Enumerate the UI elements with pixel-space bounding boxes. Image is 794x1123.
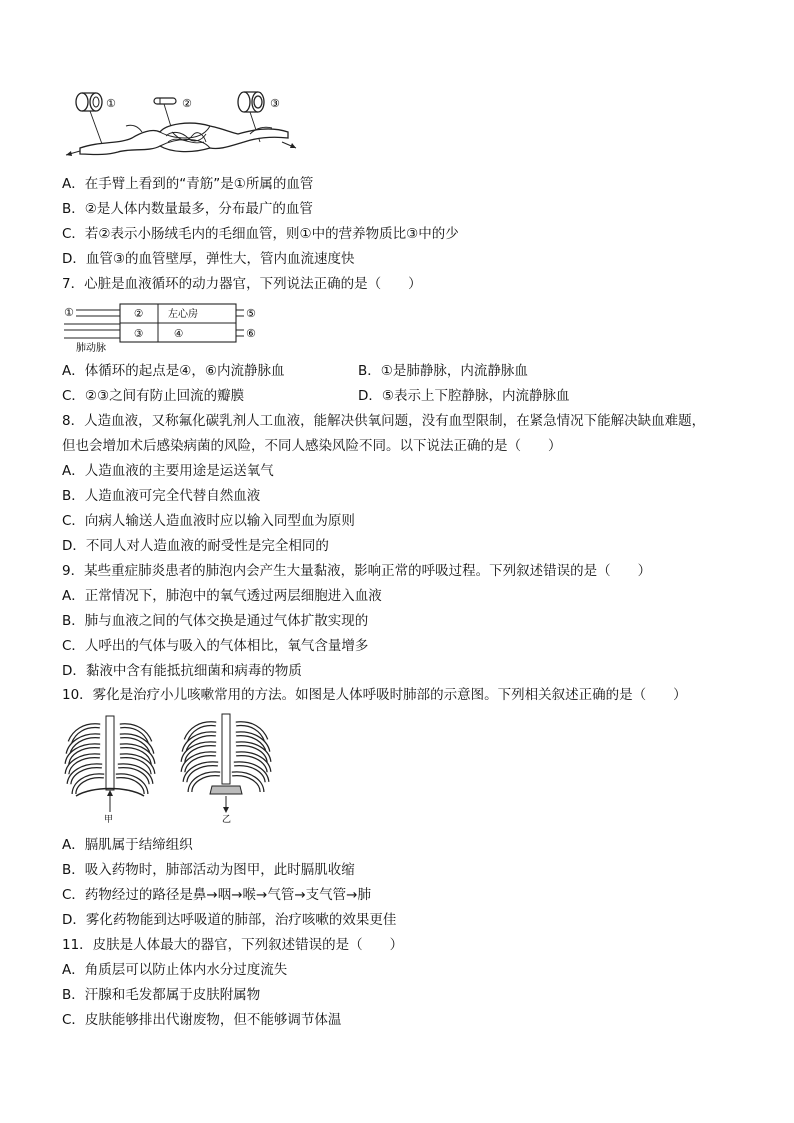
- q9-option-d: D．黏液中含有能抵抗细菌和病毒的物质: [62, 663, 302, 679]
- q6-option-a: A．在手臂上看到的“青筋”是①所属的血管: [62, 176, 314, 192]
- blood-vessel-figure: [60, 86, 305, 161]
- q9-option-c: C．人呼出的气体与吸入的气体相比，氧气含量增多: [62, 638, 369, 654]
- q7-option-b: B．①是肺静脉，内流静脉血: [358, 363, 528, 379]
- q10-option-a: A．膈肌属于结缔组织: [62, 837, 193, 853]
- q9-option-a: A．正常情况下，肺泡中的氧气透过两层细胞进入血液: [62, 588, 382, 604]
- heart-label-4: ④: [174, 328, 184, 340]
- q6-option-c: C．若②表示小肠绒毛内的毛细血管，则①中的营养物质比③中的少: [62, 226, 459, 242]
- vessel-1-cross-section: [76, 93, 102, 111]
- q6-option-d: D．血管③的血管壁厚，弹性大，管内血流速度快: [62, 251, 355, 267]
- q6-option-b: B．②是人体内数量最多，分布最广的血管: [62, 201, 313, 217]
- ribcage-a: [67, 716, 153, 812]
- q11-option-c: C．皮肤能够排出代谢废物，但不能够调节体温: [62, 1012, 342, 1028]
- q7-option-d: D．⑤表示上下腔静脉，内流静脉血: [358, 388, 570, 404]
- vessel-1-label: ①: [106, 97, 116, 110]
- q7-option-c: C．②③之间有防止回流的瓣膜: [62, 388, 245, 404]
- heart-label-6: ⑥: [246, 327, 256, 340]
- q8-stem-line1: 8．人造血液，又称氟化碳乳剂人工血液，能解决供氧问题，没有血型限制，在紧急情况下能解决缺血难题，: [62, 413, 706, 429]
- vessel-2-label: ②: [182, 97, 192, 110]
- heart-label-1: ①: [64, 306, 74, 319]
- ribcage-a-label: 甲: [104, 815, 114, 824]
- heart-label-left-atrium: 左心房: [168, 309, 198, 320]
- q8-option-c: C．向病人输送人造血液时应以输入同型血为原则: [62, 513, 355, 529]
- q11-option-b: B．汗腺和毛发都属于皮肤附属物: [62, 987, 261, 1003]
- ribcage-figure: [62, 712, 292, 824]
- q10-stem: 10．雾化是治疗小儿咳嗽常用的方法。如图是人体呼吸时肺部的示意图。下列相关叙述正确的是（ ）: [62, 687, 687, 703]
- heart-label-pulmonary-artery: 肺动脉: [76, 343, 106, 354]
- heart-label-2: ②: [134, 308, 144, 320]
- q9-option-b: B．肺与血液之间的气体交换是通过气体扩散实现的: [62, 613, 369, 629]
- q8-option-b: B．人造血液可完全代替自然血液: [62, 488, 261, 504]
- ribcage-b: [183, 714, 269, 813]
- q10-option-c: C．药物经过的路径是鼻→咽→喉→气管→支气管→肺: [62, 887, 371, 903]
- q8-stem-line2: 但也会增加术后感染病菌的风险，不同人感染风险不同。以下说法正确的是（ ）: [62, 438, 562, 454]
- q10-option-d: D．雾化药物能到达呼吸道的肺部，治疗咳嗽的效果更佳: [62, 912, 397, 928]
- q7-option-a: A．体循环的起点是④，⑥内流静脉血: [62, 363, 285, 379]
- q11-stem: 11．皮肤是人体最大的器官，下列叙述错误的是（ ）: [62, 937, 404, 953]
- ribcage-b-label: 乙: [222, 815, 232, 824]
- q7-stem: 7．心脏是血液循环的动力器官，下列说法正确的是（ ）: [62, 276, 422, 292]
- q11-option-a: A．角质层可以防止体内水分过度流失: [62, 962, 288, 978]
- q10-option-b: B．吸入药物时，肺部活动为图甲，此时膈肌收缩: [62, 862, 355, 878]
- q9-stem: 9．某些重症肺炎患者的肺泡内会产生大量黏液，影响正常的呼吸过程。下列叙述错误的是（ ）: [62, 563, 652, 579]
- vessel-2-cross-section: [154, 98, 176, 104]
- q8-option-d: D．不同人对人造血液的耐受性是完全相同的: [62, 538, 329, 554]
- heart-label-3: ③: [134, 328, 144, 340]
- vessel-3-label: ③: [270, 97, 280, 110]
- heart-label-5: ⑤: [246, 307, 256, 320]
- heart-diagram: [62, 302, 262, 354]
- vessel-3-cross-section: [238, 92, 264, 112]
- q8-option-a: A．人造血液的主要用途是运送氧气: [62, 463, 274, 479]
